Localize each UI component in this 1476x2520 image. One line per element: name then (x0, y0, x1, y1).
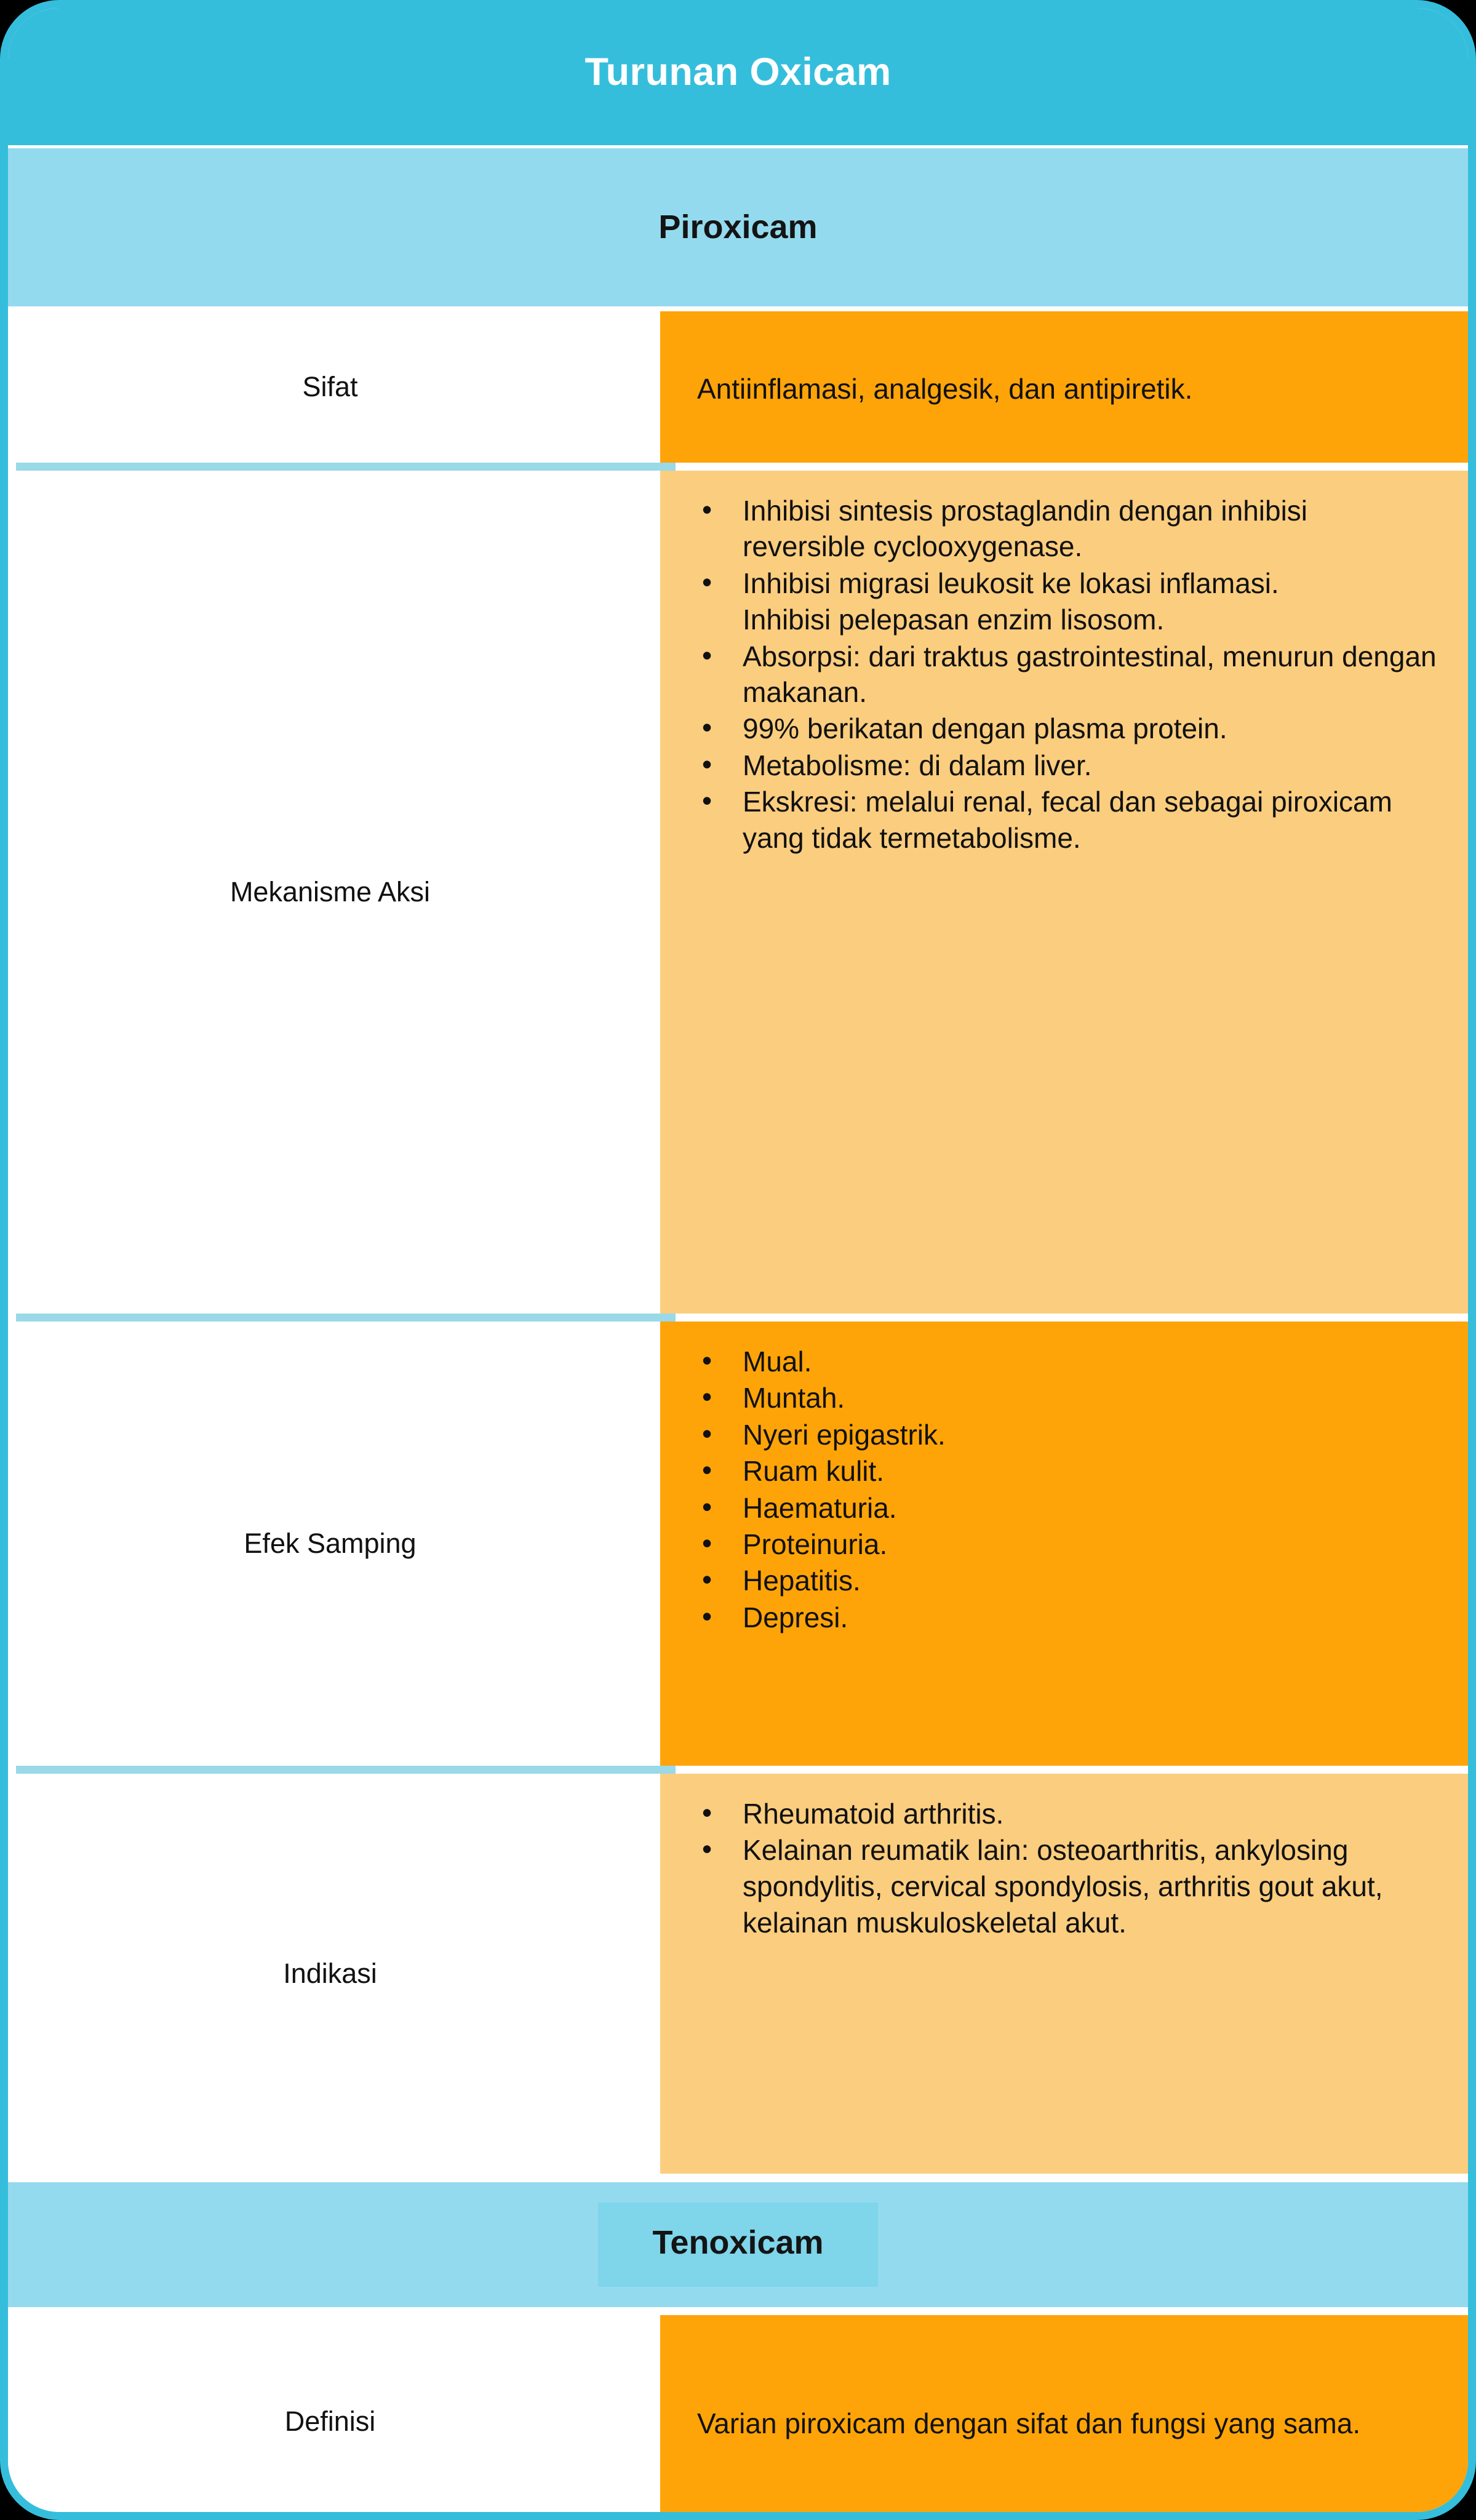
section-heading-label: Tenoxicam (652, 2223, 824, 2261)
row-label-cell (8, 1774, 652, 2174)
list-item: • Kelainan reumatik lain: osteoarthritis, ankylosing spondylitis, cervical spondylosis, arthritis gout akut, (697, 1832, 1437, 1904)
list-item: • Proteinuria. (697, 1526, 1437, 1562)
row-label-text: Sifat (302, 370, 358, 402)
list-item: • Haematuria. (697, 1490, 1437, 1526)
row-label-text: Mekanisme Aksi (229, 875, 431, 907)
section-heading-piroxicam (0, 148, 1476, 306)
bullet-list (697, 493, 1437, 856)
list-item: • Muntah. (697, 1380, 1437, 1416)
row-label-text: Indikasi (283, 1957, 377, 1989)
row-value-cell (660, 471, 1468, 1314)
list-item: • Hepatitis. (697, 1563, 1437, 1598)
row-value-text: Varian piroxicam dengan sifat dan fungsi yang sama. (697, 2407, 1361, 2439)
list-item: • 99% berikatan dengan plasma protein. (697, 711, 1437, 746)
row-value-cell (660, 1322, 1468, 1766)
row-label-cell (8, 2315, 652, 2520)
section-heading-highlight (598, 2203, 877, 2287)
list-item: • Mual. (697, 1344, 1437, 1379)
bullet-list (697, 1796, 1437, 1942)
row-value-cell (660, 1774, 1468, 2174)
page-title: Turunan Oxicam (584, 50, 892, 94)
card-title-banner (0, 0, 1476, 145)
list-item: • Absorpsi: dari traktus gastrointestinal, menurun dengan makanan. (697, 639, 1437, 711)
row-value-cell (660, 311, 1468, 463)
list-item: • Inhibisi sintesis prostaglandin dengan inhibisi reversible cyclooxygenase. (697, 493, 1437, 565)
table-row (0, 1322, 1476, 1766)
list-item: • Ekskresi: melalui renal, fecal dan sebagai piroxicam yang tidak termetabolisme. (697, 784, 1437, 856)
list-item: kelainan muskuloskeletal akut. (743, 1907, 1127, 1939)
list-item: • Ruam kulit. (697, 1453, 1437, 1489)
row-label-text: Definisi (284, 2405, 376, 2437)
row-value-text: Antiinflamasi, analgesik, dan antipiretik. (697, 372, 1193, 405)
table-row (0, 2315, 1476, 2520)
row-divider (16, 463, 676, 471)
row-divider (16, 1766, 676, 1774)
row-divider (16, 1314, 676, 1322)
row-label-text: Efek Samping (244, 1527, 417, 1559)
list-item: • Metabolisme: di dalam liver. (697, 748, 1437, 783)
row-label-cell (8, 1322, 652, 1766)
list-item: • Nyeri epigastrik. (697, 1417, 1437, 1453)
section-heading-label: Piroxicam (658, 208, 818, 245)
bullet-list (697, 1344, 1437, 1636)
table-row (0, 471, 1476, 1314)
list-item: • Inhibisi migrasi leukosit ke lokasi inflamasi. (697, 565, 1437, 601)
row-label-cell (8, 311, 652, 463)
row-label-cell (8, 471, 652, 1314)
table-row (0, 1774, 1476, 2174)
list-item: • Depresi. (697, 1600, 1437, 1635)
row-value-cell (660, 2315, 1468, 2520)
list-item: • Rheumatoid arthritis. (697, 1796, 1437, 1832)
table-row (0, 311, 1476, 463)
section-heading-tenoxicam (0, 2182, 1476, 2307)
list-item: Inhibisi pelepasan enzim lisosom. (743, 604, 1165, 636)
